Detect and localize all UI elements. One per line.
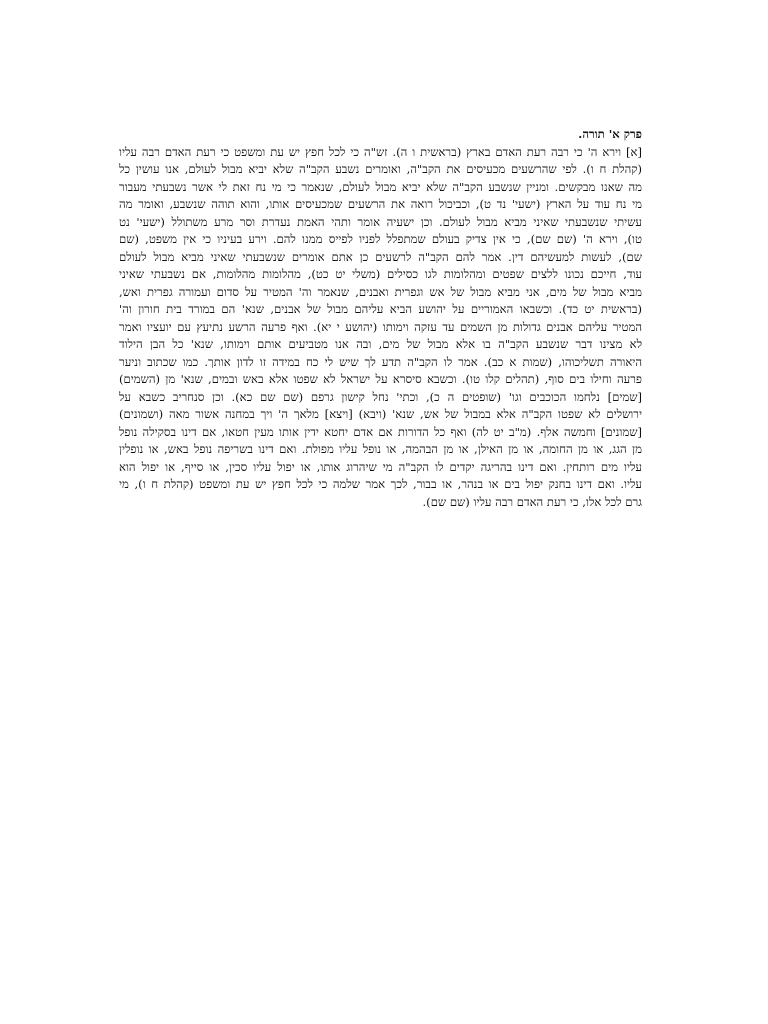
text-line: [שמונים] וחמשה אלף. (מ"ב יט לה) ואף כל הדורות אם אדם יחטא ידין אותו מעין חטאו, אם דינו בסקילה נופל — [119, 424, 642, 439]
chapter-text-block — [119, 126, 642, 511]
text-line: [א] וירא ה' כי רבה רעת האדם בארץ (בראשית ו ה). זש"ה כי לכל חפץ יש עת ומשפט כי רעת האדם רבה עליו — [119, 144, 642, 159]
text-line: עליו מים רותחין. ואם דינו בהריגה יקדים לו הקב"ה מי שיהרוג אותו, או יפול עליו סכין, או סייף, או יפול הוא — [119, 459, 642, 474]
text-line: לא מצינו דבר שנשבע הקב"ה בו אלא מבול של מים, ובה אנו מטביעים אותם וימותו, שנא' כל הבן הילוד — [119, 337, 642, 351]
text-line: המטיר עליהם אבנים גדולות מן השמים עד עזקה וימותו (יהושע י יא). ואף פרעה הרשע נתיעץ עם יועציו ואמר — [119, 319, 642, 334]
text-line: [שמים] נלחמו הכוכבים וגו' (שופטים ה כ), וכתי' נחל קישון גרפם (שם שם כא). וכן סנחריב כשבא על — [119, 389, 642, 404]
text-line: שם), לעשות למעשיהם דין. אמר להם הקב"ה לרשעים כן אתם אומרים שנשבעתי שאיני מביא מבול לעולם — [119, 249, 642, 264]
text-line: מן הגג, או מן החומה, או מן האילן, או מן הבהמה, או נופל עליו מפולת. ואם דינו בשריפה נופל באש, או נופלין — [119, 442, 642, 456]
text-line: טו), וירא ה' (שם שם), כי אין צדיק בעולם שמתפלל לפניו לפייס ממנו להם. וירע בעיניו כי אין משפט, (שם — [119, 232, 642, 246]
text-line: מביא מבול של מים, אני מביא מבול של אש וגפרית ואבנים, שנאמר וה' המטיר על סדום ועמורה גפרית ואש, — [119, 284, 642, 299]
text-line: מי נח עוד על הארץ (ישעי' נד ט), וכביכול רואה את הרשעים שמכעיסים אותו, והוא תוהה שנשבע, ואומר מה — [119, 197, 642, 211]
text-line: עוד, חייכם נכונו ללצים שפטים ומהלומות לגו כסילים (משלי יט כט), מהלומות מהלומות, אם נשבעתי שאיני — [119, 267, 642, 281]
text-line: היאורה תשליכוהו, (שמות א כב). אמר לו הקב"ה תדע לך שיש לי כח במידה זו לדון אותך. כמו שכתוב וניער — [119, 354, 642, 369]
chapter-heading: פרק א' תורה. — [578, 127, 642, 141]
text-line: ירושלים לא שפטו הקב"ה אלא במבול של אש, שנא' (ויבא) [ויצא] מלאך ה' ויך במחנה אשור מאה (ושמונים) — [119, 407, 642, 421]
chapter-body — [119, 144, 642, 512]
text-line: (בראשית יט כד). וכשבאו האמוריים על יהושע הביא עליהם מבול של אבנים, שנא' הם במורד בית חורון וה' — [119, 302, 642, 316]
text-line: עשיתי שנשבעתי שאיני מביא מבול לעולם. וכן ישעיה אומר ותהי האמת נעדרת וסר מרע משתולל (ישעי' נט — [119, 214, 642, 229]
text-line: פרעה וחילו בים סוף, (תהלים קלו טו). וכשבא סיסרא על ישראל לא שפטו אלא באש ובמים, שנא' מן (השמים) — [119, 372, 642, 386]
text-line: מה שאנו מבקשים. ומניין שנשבע הקב"ה שלא יביא מבול לעולם, שנאמר כי מי נח זאת לי אשר נשבעתי מעבור — [119, 179, 642, 194]
text-line: עליו. ואם דינו בחנק יפול בים או בנהר, או בבור, לכך אמר שלמה כי לכל חפץ יש עת ומשפט (קהלת ח ו), מי — [119, 477, 642, 491]
text-line: גרם לכל אלו, כי רעת האדם רבה עליו (שם שם). — [422, 494, 642, 509]
text-line: (קהלת ח ו). לפי שהרשעים מכעיסים את הקב"ה, ואומרים נשבע הקב"ה שלא יביא מבול לעולם, אנו עושין כל — [119, 162, 642, 176]
